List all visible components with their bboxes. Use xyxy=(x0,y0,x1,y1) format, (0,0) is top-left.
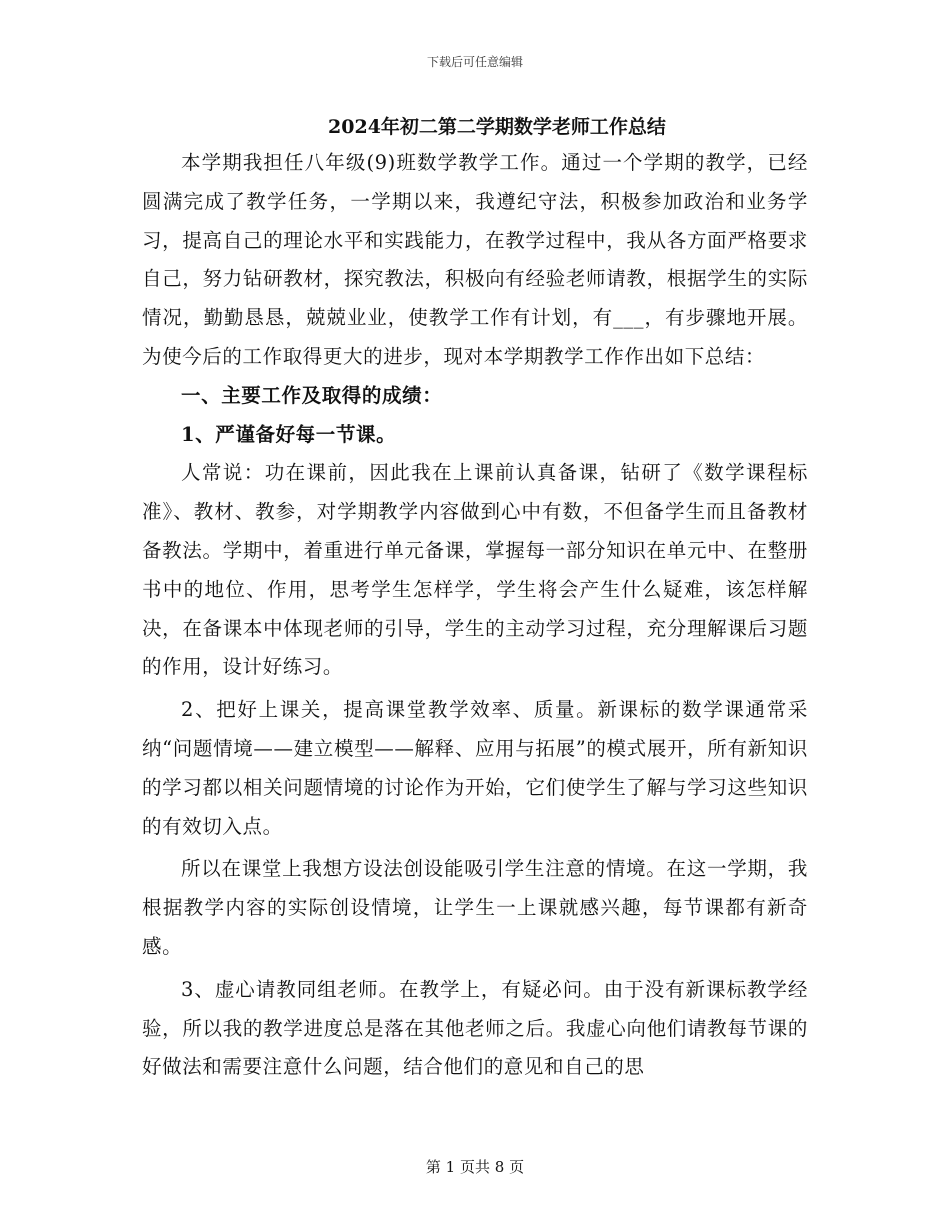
item1-paragraph: 人常说：功在课前，因此我在上课前认真备课，钻研了《数学课程标准》、教材、教参，对学期教学内容做到心中有数，不但备学生而且备教材备教法。学期中，着重进行单元备课，掌握每一部分知识在单元中、在整册书中的地位、作用，思考学生怎样学，学生将会产生什么疑难，该怎样解决，在备课本中体现老师的引导，学生的主动学习过程，充分理解课后习题的作用，设计好练习。 xyxy=(142,461,808,679)
item3-paragraph: 3、虚心请教同组老师。在教学上，有疑必问。由于没有新课标教学经验，所以我的教学进度总是落在其他老师之后。我虚心向他们请教每节课的好做法和需要注意什么问题，结合他们的意见和自己的思 xyxy=(142,977,808,1079)
page-footer: 第 1 页共 8 页 xyxy=(425,1158,525,1176)
item2-continuation-paragraph: 所以在课堂上我想方设法创设能吸引学生注意的情境。在这一学期，我根据教学内容的实际创设情境，让学生一上课就感兴趣，每节课都有新奇感。 xyxy=(142,857,808,958)
document-body xyxy=(142,110,808,1087)
document-title: 2024年初二第二学期数学老师工作总结 xyxy=(328,116,666,138)
intro-paragraph: 本学期我担任八年级(9)班数学教学工作。通过一个学期的教学，已经圆满完成了教学任务，一学期以来，我遵纪守法，积极参加政治和业务学习，提高自己的理论水平和实践能力，在教学过程中，我从各方面严格要求自己，努力钻研教材，探究教法，积极向有经验老师请教，根据学生的实际情况，勤勤恳恳，兢兢业业，使教学工作有计划，有___，有步骤地开展。为使今后的工作取得更大的进步，现对本学期教学工作作出如下总结： xyxy=(142,151,808,368)
section-heading: 一、主要工作及取得的成绩： xyxy=(181,383,443,407)
item1-heading: 1、严谨备好每一节课。 xyxy=(181,422,397,446)
header-note: 下载后可任意编辑 xyxy=(426,55,523,69)
item2-paragraph: 2、把好上课关，提高课堂教学效率、质量。新课标的数学课通常采纳“问题情境——建立模型——解释、应用与拓展”的模式展开，所有新知识的学习都以相关问题情境的讨论作为开始，它们使学生了解与学习这些知识的有效切入点。 xyxy=(142,698,808,838)
